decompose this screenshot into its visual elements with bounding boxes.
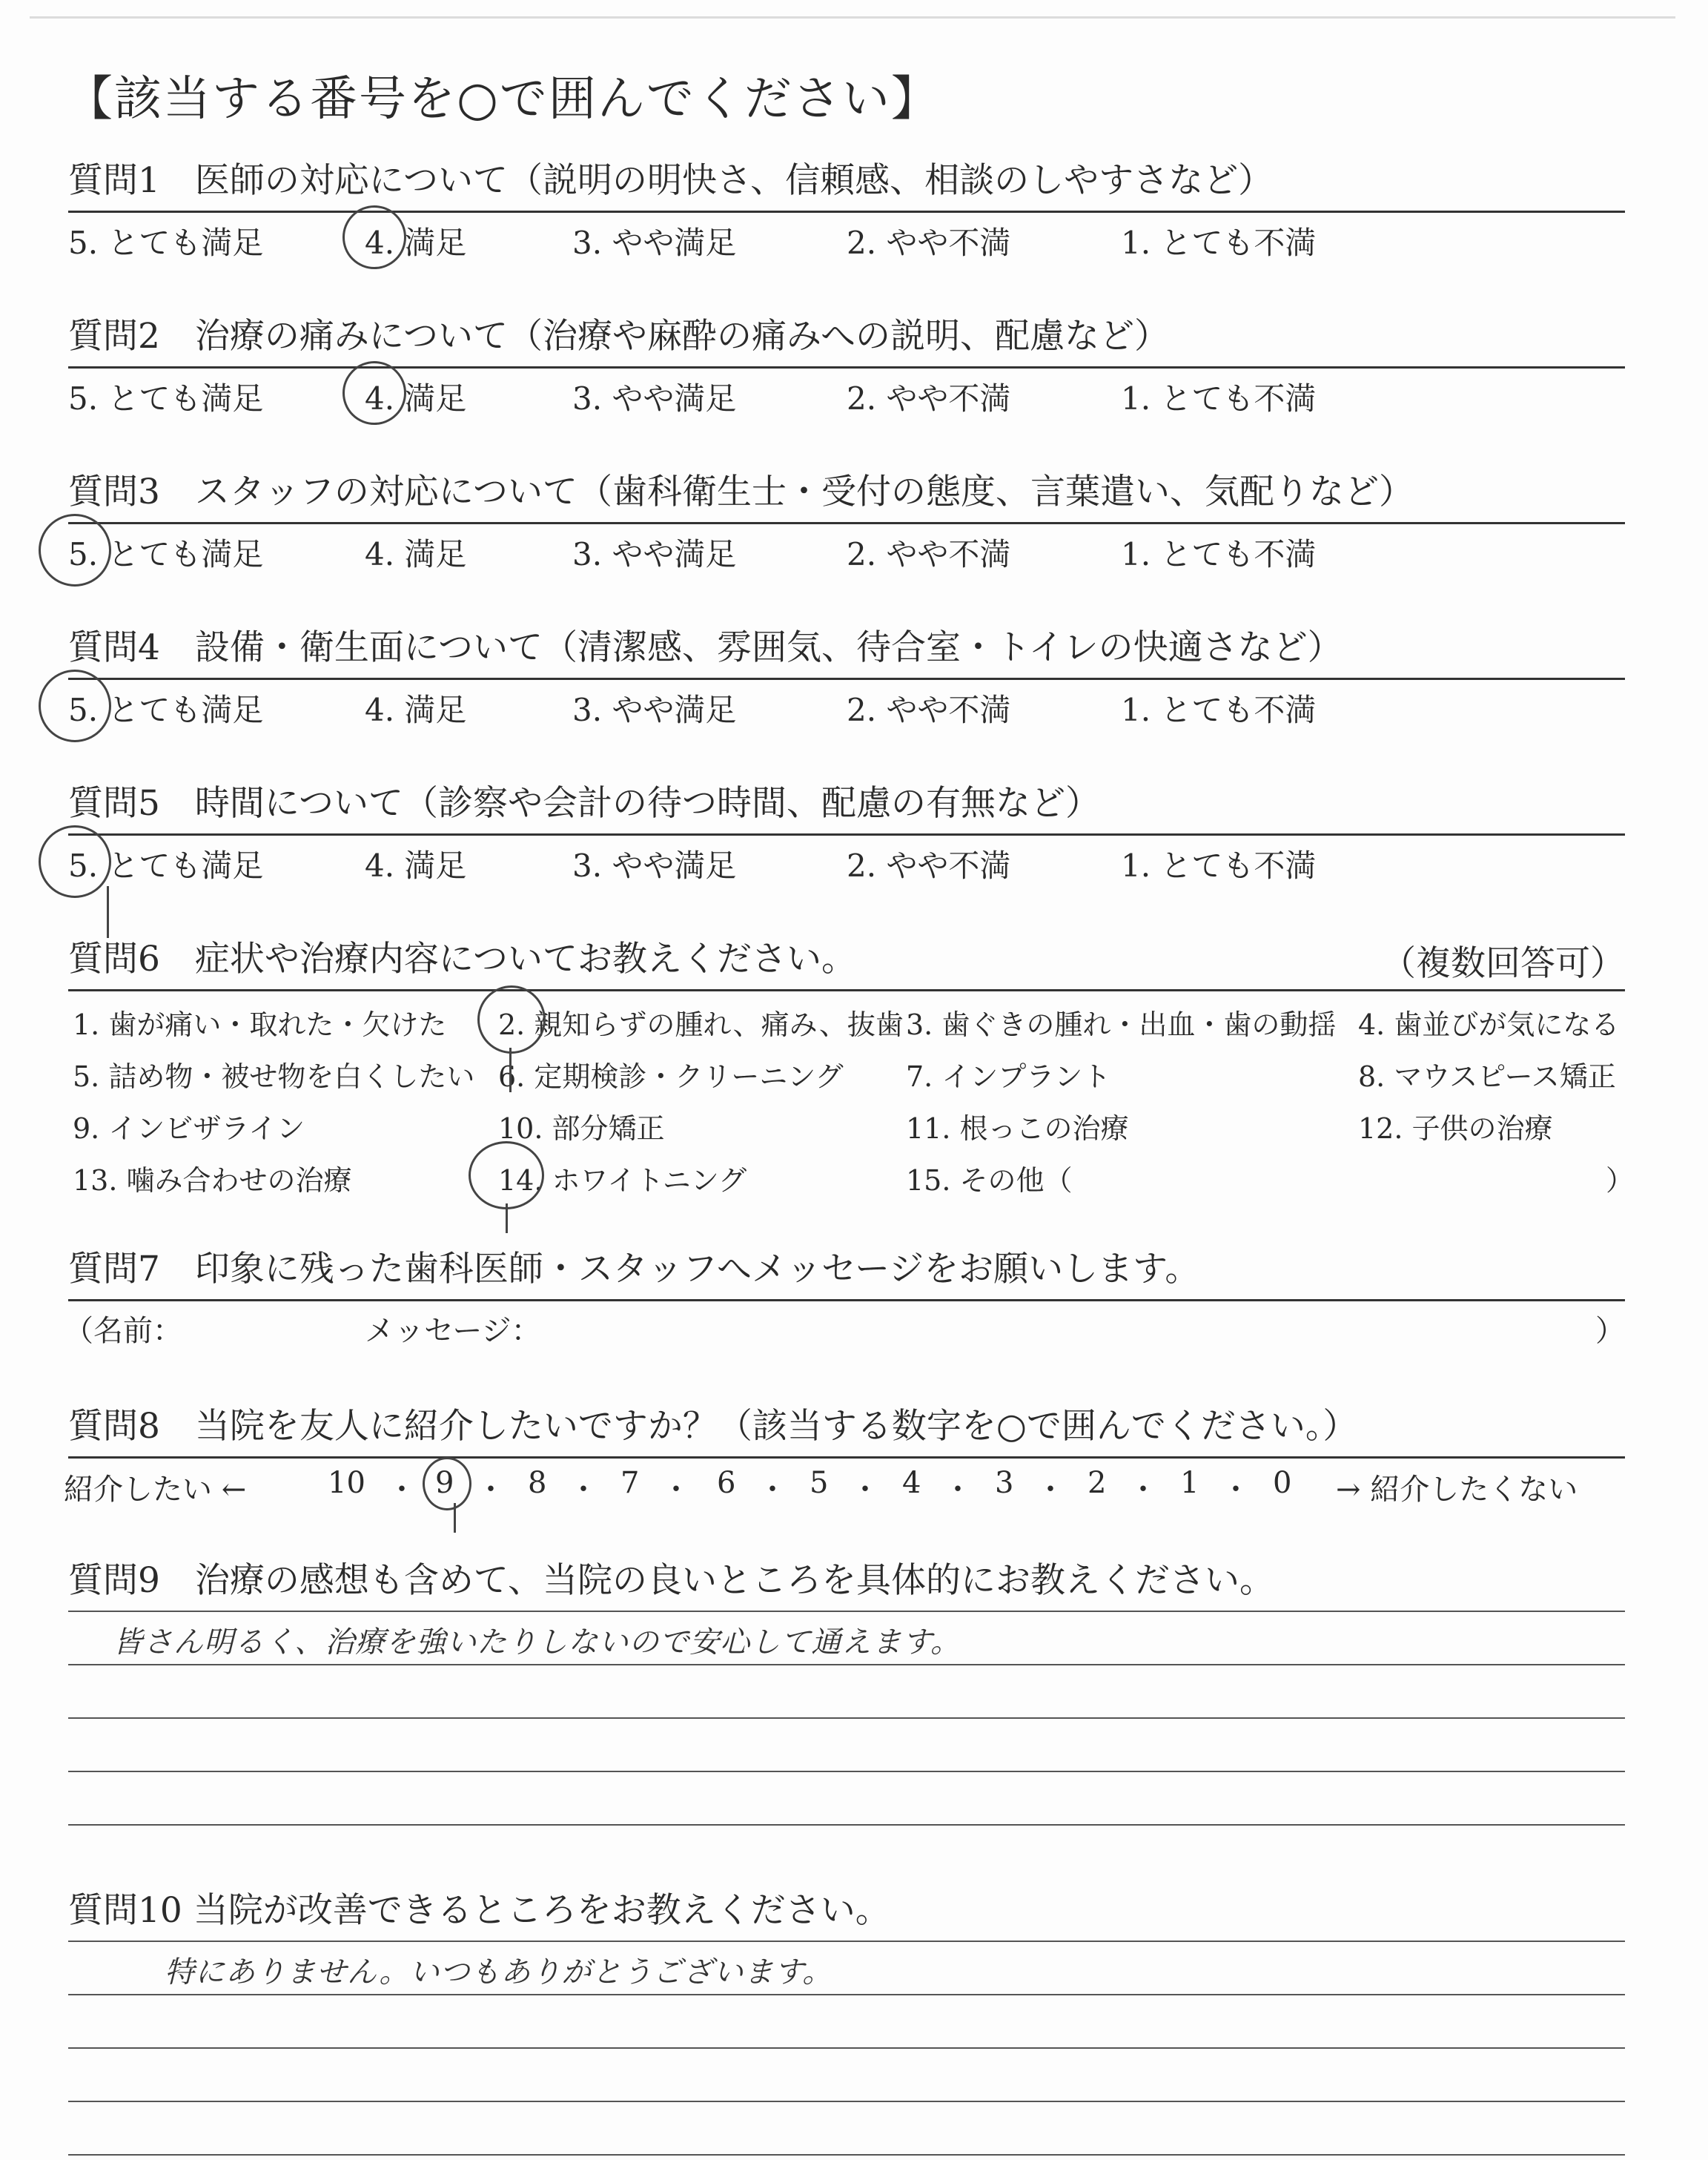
q8-sep: ・ xyxy=(758,1473,787,1507)
q3-option-4[interactable]: 4. 満足 xyxy=(365,536,467,572)
q8-scale-7[interactable]: 7 xyxy=(620,1466,640,1500)
q10-answer-line-3[interactable] xyxy=(68,2049,1625,2102)
q10-answer-line-2[interactable] xyxy=(68,1995,1625,2049)
question-5-rule xyxy=(68,833,1625,836)
q8-scale-5[interactable]: 5 xyxy=(810,1466,829,1500)
q9-answer-line-3[interactable] xyxy=(68,1719,1625,1772)
question-7-fields xyxy=(64,1307,1625,1352)
q9-answer-line-4[interactable] xyxy=(68,1772,1625,1826)
question-3-title: 質問3 スタッフの対応について（歯科衛生士・受付の態度、言葉遣い、気配りなど） xyxy=(68,472,1414,512)
q3-option-1[interactable]: 1. とても不満 xyxy=(1121,536,1317,572)
q8-sep: ・ xyxy=(476,1473,506,1507)
q3-option-3[interactable]: 3. やや満足 xyxy=(572,536,737,572)
q1-option-4[interactable]: 4. 満足 xyxy=(365,225,467,261)
q6-option-15-close: ） xyxy=(1606,1164,1635,1197)
question-7-title: 質問7 印象に残った歯科医師・スタッフへメッセージをお願いします。 xyxy=(68,1249,1200,1289)
q6-option-15[interactable]: 15. その他（ xyxy=(906,1164,1073,1197)
question-7 xyxy=(64,1246,1625,1352)
question-8-rule xyxy=(68,1456,1625,1459)
q9-answer-text: 皆さん明るく、治療を強いたりしないので安心して通えます。 xyxy=(113,1625,961,1659)
question-10-title: 質問10 当院が改善できるところをお教えください。 xyxy=(68,1890,890,1931)
q4-option-5[interactable]: 5. とても満足 xyxy=(68,692,264,728)
question-9-title: 質問9 治療の感想も含めて、当院の良いところを具体的にお教えください。 xyxy=(68,1560,1274,1601)
q1-option-1[interactable]: 1. とても不満 xyxy=(1121,225,1317,261)
question-6-title: 質問6 症状や治療内容についてお教えください。 xyxy=(68,939,856,980)
q6-option-14[interactable]: 14. ホワイトニング xyxy=(498,1164,747,1197)
q1-option-5[interactable]: 5. とても満足 xyxy=(68,225,264,261)
q8-scale-4[interactable]: 4 xyxy=(902,1466,921,1500)
q6-option-11[interactable]: 11. 根っこの治療 xyxy=(906,1112,1129,1145)
question-9 xyxy=(68,1557,1625,1826)
question-5-options xyxy=(68,842,1625,885)
q8-sep: ・ xyxy=(1221,1473,1251,1507)
q2-option-1[interactable]: 1. とても不満 xyxy=(1121,380,1317,417)
q8-right-label: → 紹介したくない xyxy=(1336,1473,1578,1507)
q4-option-1[interactable]: 1. とても不満 xyxy=(1121,692,1317,728)
question-1-title: 質問1 医師の対応について（説明の明快さ、信頼感、相談のしやすさなど） xyxy=(68,160,1274,201)
question-2 xyxy=(68,313,1625,417)
question-1-options xyxy=(68,219,1625,262)
q8-mark-stroke xyxy=(454,1503,456,1533)
q8-left-label: 紹介したい ← xyxy=(64,1473,247,1507)
q6-option-8[interactable]: 8. マウスピース矯正 xyxy=(1358,1060,1616,1093)
q2-option-2[interactable]: 2. やや不満 xyxy=(847,380,1011,417)
q8-scale-6[interactable]: 6 xyxy=(717,1466,736,1500)
question-2-options xyxy=(68,374,1625,417)
q8-scale-3[interactable]: 3 xyxy=(995,1466,1014,1500)
question-6-options xyxy=(68,1002,1635,1217)
q8-sep: ・ xyxy=(569,1473,598,1507)
q5-option-5[interactable]: 5. とても満足 xyxy=(68,848,264,884)
q6-option-5[interactable]: 5. 詰め物・被せ物を白くしたい xyxy=(73,1060,475,1093)
q1-option-2[interactable]: 2. やや不満 xyxy=(847,225,1011,261)
question-6-note: （複数回答可） xyxy=(1381,943,1625,984)
question-6-rule xyxy=(68,989,1625,991)
q5-option-2[interactable]: 2. やや不満 xyxy=(847,848,1011,884)
top-edge-line xyxy=(30,16,1675,19)
question-1-rule xyxy=(68,211,1625,213)
q2-option-5[interactable]: 5. とても満足 xyxy=(68,380,264,417)
question-5 xyxy=(68,780,1625,885)
page-heading: 【該当する番号を○で囲んでください】 xyxy=(65,72,940,127)
q6-option-9[interactable]: 9. インビザライン xyxy=(73,1112,305,1145)
question-2-rule xyxy=(68,366,1625,369)
question-8-scale xyxy=(64,1466,1625,1510)
q8-sep: ・ xyxy=(1128,1473,1158,1507)
q8-scale-10[interactable]: 10 xyxy=(328,1466,365,1500)
q8-sep: ・ xyxy=(943,1473,973,1507)
q3-option-5[interactable]: 5. とても満足 xyxy=(68,536,264,572)
question-3-rule xyxy=(68,522,1625,524)
q8-sep: ・ xyxy=(1036,1473,1065,1507)
q5-option-3[interactable]: 3. やや満足 xyxy=(572,848,737,884)
question-10 xyxy=(68,1887,1625,2156)
q2-option-3[interactable]: 3. やや満足 xyxy=(572,380,737,417)
q10-answer-line-4[interactable] xyxy=(68,2102,1625,2156)
question-1 xyxy=(68,157,1625,262)
q8-sep: ・ xyxy=(661,1473,691,1507)
q8-scale-8[interactable]: 8 xyxy=(528,1466,547,1500)
question-6 xyxy=(68,936,1635,1217)
question-7-rule xyxy=(68,1299,1625,1301)
q2-option-4[interactable]: 4. 満足 xyxy=(365,380,467,417)
q3-option-2[interactable]: 2. やや不満 xyxy=(847,536,1011,572)
question-5-title: 質問5 時間について（診察や会計の待つ時間、配慮の有無など） xyxy=(68,783,1100,824)
q9-answer-line-1[interactable] xyxy=(68,1612,1625,1665)
question-4-options xyxy=(68,686,1625,729)
q8-scale-1[interactable]: 1 xyxy=(1180,1466,1199,1500)
q5-option-4[interactable]: 4. 満足 xyxy=(365,848,467,884)
question-3 xyxy=(68,469,1625,573)
question-4 xyxy=(68,624,1625,729)
q8-sep: ・ xyxy=(387,1473,417,1507)
q4-option-4[interactable]: 4. 満足 xyxy=(365,692,467,728)
q6-mark-14-stroke xyxy=(506,1203,508,1233)
q10-answer-line-1[interactable] xyxy=(68,1942,1625,1995)
q6-option-12[interactable]: 12. 子供の治療 xyxy=(1358,1112,1553,1145)
question-3-options xyxy=(68,530,1625,573)
q7-close-paren: ） xyxy=(1595,1314,1625,1348)
question-4-rule xyxy=(68,678,1625,680)
q1-option-3[interactable]: 3. やや満足 xyxy=(572,225,737,261)
q6-option-7[interactable]: 7. インプラント xyxy=(906,1060,1111,1093)
q5-option-1[interactable]: 1. とても不満 xyxy=(1121,848,1317,884)
q6-option-6[interactable]: 6. 定期検診・クリーニング xyxy=(498,1060,844,1093)
q6-option-3[interactable]: 3. 歯ぐきの腫れ・出血・歯の動揺 xyxy=(906,1008,1337,1041)
q6-option-1[interactable]: 1. 歯が痛い・取れた・欠けた xyxy=(73,1008,447,1041)
q7-message-field[interactable] xyxy=(557,1307,1580,1344)
q4-option-3[interactable]: 3. やや満足 xyxy=(572,692,737,728)
q7-message-label: メッセージ： xyxy=(365,1314,541,1348)
q6-option-10[interactable]: 10. 部分矯正 xyxy=(498,1112,665,1145)
q8-scale-0[interactable]: 0 xyxy=(1273,1466,1292,1500)
question-2-title: 質問2 治療の痛みについて（治療や麻酔の痛みへの説明、配慮など） xyxy=(68,316,1170,357)
q6-option-4[interactable]: 4. 歯並びが気になる xyxy=(1358,1008,1620,1041)
q9-answer-line-2[interactable] xyxy=(68,1665,1625,1719)
question-8-title: 質問8 当院を友人に紹介したいですか？（該当する数字を○で囲んでください。） xyxy=(68,1406,1358,1447)
q7-name-label: （名前： xyxy=(64,1314,182,1348)
q10-answer-text: 特にありません。いつもありがとうございます。 xyxy=(165,1955,833,1989)
q6-option-13[interactable]: 13. 噛み合わせの治療 xyxy=(73,1164,352,1197)
q8-scale-2[interactable]: 2 xyxy=(1088,1466,1107,1500)
q4-option-2[interactable]: 2. やや不満 xyxy=(847,692,1011,728)
question-4-title: 質問4 設備・衛生面について（清潔感、雰囲気、待合室・トイレの快適さなど） xyxy=(68,627,1343,668)
q5-mark-stroke xyxy=(107,886,109,938)
q8-scale-9[interactable]: 9 xyxy=(435,1466,454,1500)
question-8 xyxy=(64,1403,1625,1510)
q8-sep: ・ xyxy=(850,1473,880,1507)
q6-option-2[interactable]: 2. 親知らずの腫れ、痛み、抜歯 xyxy=(498,1008,904,1041)
